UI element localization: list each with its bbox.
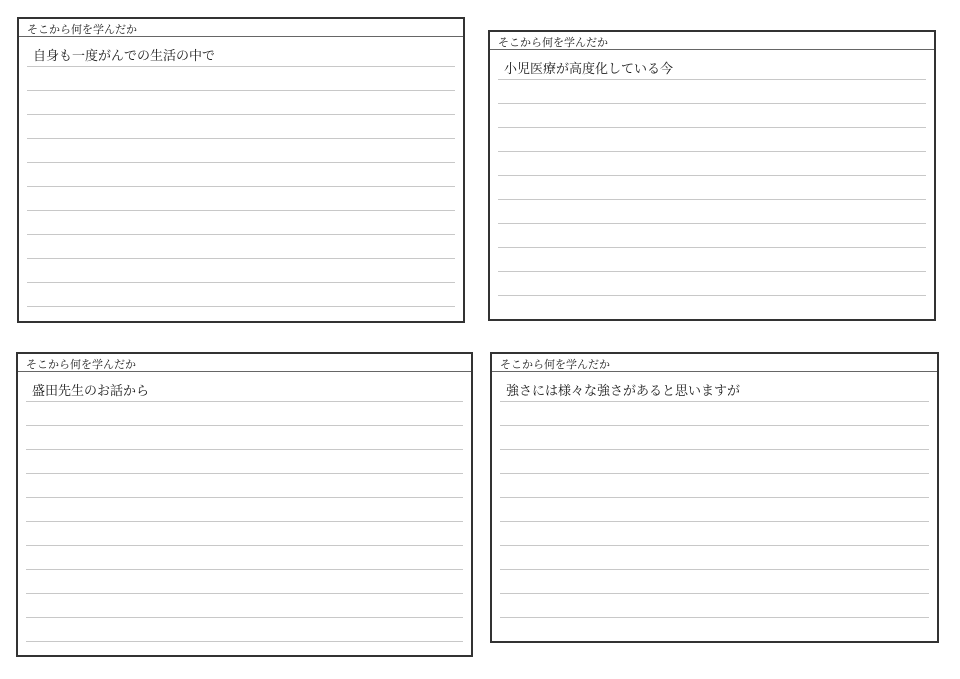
card-header: そこから何を学んだか: [490, 32, 934, 50]
card-header: そこから何を学んだか: [492, 354, 937, 372]
reflection-card-bottom-right: [490, 352, 939, 643]
handwritten-excerpt: 盛田先生のお話から: [32, 384, 150, 399]
card-header: そこから何を学んだか: [19, 19, 463, 37]
handwritten-text-area: [26, 378, 463, 647]
reflection-card-bottom-left: [16, 352, 473, 657]
reflection-card-top-right: [488, 30, 936, 321]
card-header: そこから何を学んだか: [18, 354, 471, 372]
handwritten-text-area: [27, 43, 455, 313]
reflection-card-top-left: [17, 17, 465, 323]
handwritten-excerpt: 強さには様々な強さがあると思いますが: [506, 384, 741, 399]
handwritten-text-area: [498, 56, 926, 311]
handwritten-excerpt: 小児医療が高度化している今: [504, 62, 674, 77]
handwritten-excerpt: 自身も一度がんでの生活の中で: [33, 49, 216, 64]
handwritten-text-area: [500, 378, 929, 633]
